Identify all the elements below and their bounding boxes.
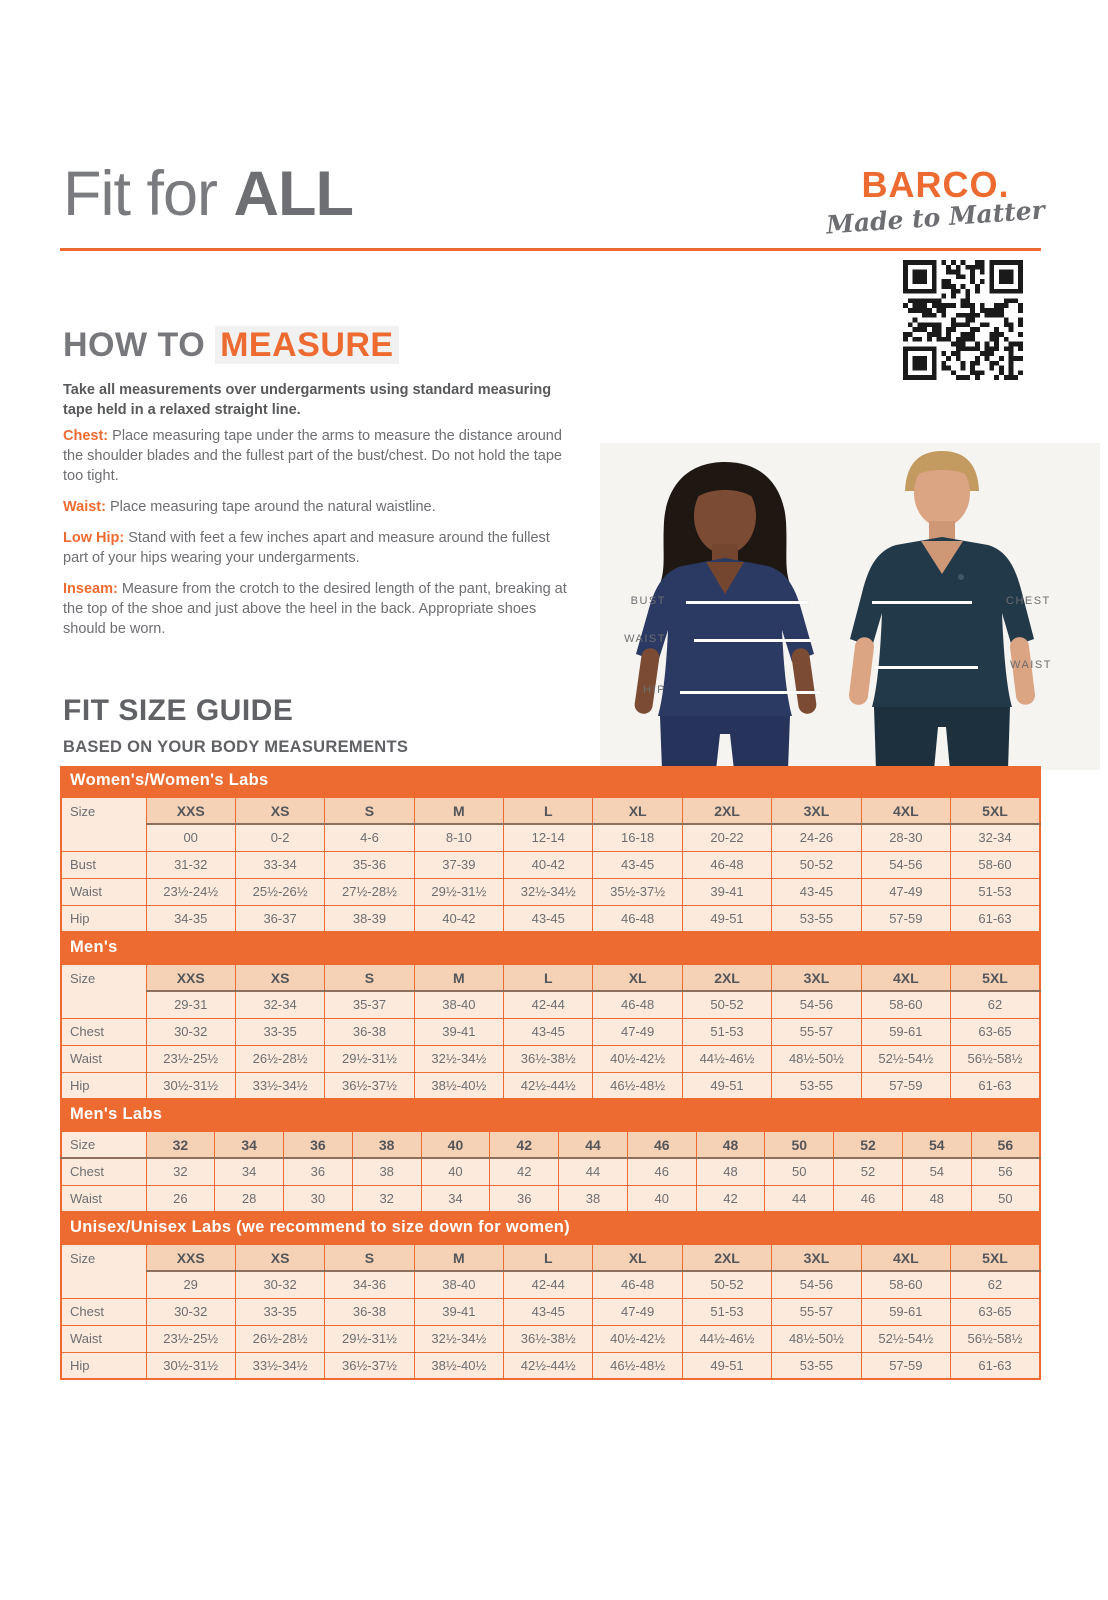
size-header-cell: M (414, 1244, 503, 1271)
value-cell: 44½-46½ (682, 1325, 771, 1352)
size-header-cell: 4XL (861, 797, 950, 824)
value-cell: 32 (352, 1185, 421, 1212)
value-cell: 50 (971, 1185, 1040, 1212)
size-number-cell: 54-56 (772, 991, 861, 1018)
value-cell: 36½-38½ (504, 1325, 593, 1352)
value-cell: 61-63 (951, 1072, 1040, 1099)
size-table-block (60, 1213, 1041, 1380)
value-cell: 52½-54½ (861, 1045, 950, 1072)
measure-item-text: Measure from the crotch to the desired length of the pant, breaking at the top of the shoe and just above the heel in the back. Appropriate shoes should be worn. (63, 581, 567, 637)
value-cell: 27½-28½ (325, 878, 414, 905)
value-cell: 35-36 (325, 851, 414, 878)
waist-left-measure-line (694, 639, 812, 642)
size-header-cell: 48 (696, 1131, 765, 1158)
value-cell: 48½-50½ (772, 1045, 861, 1072)
value-cell: 34-35 (146, 905, 235, 932)
measure-item-label: Inseam: (63, 581, 118, 597)
size-column-label: Size (61, 964, 146, 1018)
man-chest-logo (958, 574, 964, 580)
size-number-cell: 42-44 (504, 991, 593, 1018)
row-label: Waist (61, 878, 146, 905)
size-number-cell: 42-44 (504, 1271, 593, 1298)
value-cell: 56½-58½ (951, 1045, 1040, 1072)
value-cell: 38-39 (325, 905, 414, 932)
hip-measure-line (680, 691, 820, 694)
chest-label: CHEST (1006, 595, 1051, 607)
row-label: Waist (61, 1325, 146, 1352)
value-cell: 59-61 (861, 1018, 950, 1045)
size-header-cell: 36 (284, 1131, 353, 1158)
value-cell: 46 (834, 1185, 903, 1212)
value-cell: 29½-31½ (325, 1325, 414, 1352)
value-cell: 32½-34½ (504, 878, 593, 905)
man-scrub-pants (874, 707, 1010, 770)
bust-label: BUST (630, 595, 666, 607)
size-number-cell: 46-48 (593, 991, 682, 1018)
table-title-bar: Men's (60, 933, 1041, 963)
measure-item-waist (63, 497, 571, 517)
value-cell: 34 (215, 1158, 284, 1185)
size-column-label: Size (61, 797, 146, 851)
size-header-cell: 4XL (861, 1244, 950, 1271)
size-header-cell: M (414, 797, 503, 824)
measure-item-label: Low Hip: (63, 530, 125, 546)
value-cell: 46 (627, 1158, 696, 1185)
size-column-label: Size (61, 1244, 146, 1298)
size-header-cell: 46 (627, 1131, 696, 1158)
page-title-bold: ALL (233, 159, 353, 229)
size-header-cell: XS (235, 964, 324, 991)
size-number-cell: 24-26 (772, 824, 861, 851)
size-header-cell: S (325, 964, 414, 991)
value-cell: 42 (490, 1158, 559, 1185)
value-cell: 46½-48½ (593, 1072, 682, 1099)
table-row (61, 1045, 1040, 1072)
value-cell: 40 (627, 1185, 696, 1212)
value-cell: 26½-28½ (235, 1325, 324, 1352)
value-cell: 32½-34½ (414, 1045, 503, 1072)
size-header-cell: M (414, 964, 503, 991)
value-cell: 37-39 (414, 851, 503, 878)
row-label: Hip (61, 1352, 146, 1379)
man-left-forearm (848, 636, 875, 706)
size-column-label: Size (61, 1131, 146, 1158)
value-cell: 51-53 (682, 1018, 771, 1045)
value-cell: 33-35 (235, 1298, 324, 1325)
size-header-cell: 2XL (682, 797, 771, 824)
value-cell: 52 (834, 1158, 903, 1185)
measure-item-inseam (63, 579, 571, 639)
value-cell: 38½-40½ (414, 1072, 503, 1099)
row-label: Waist (61, 1045, 146, 1072)
value-cell: 57-59 (861, 1072, 950, 1099)
value-cell: 57-59 (861, 905, 950, 932)
value-cell: 33-34 (235, 851, 324, 878)
value-cell: 40½-42½ (593, 1325, 682, 1352)
value-cell: 30-32 (146, 1298, 235, 1325)
value-cell: 44 (559, 1158, 628, 1185)
value-cell: 38½-40½ (414, 1352, 503, 1379)
value-cell: 40½-42½ (593, 1045, 682, 1072)
value-cell: 53-55 (772, 905, 861, 932)
size-number-cell: 00 (146, 824, 235, 851)
value-cell: 36 (490, 1185, 559, 1212)
size-table-block (60, 933, 1041, 1100)
page-title (63, 158, 353, 230)
value-cell: 43-45 (593, 851, 682, 878)
value-cell: 43-45 (772, 878, 861, 905)
brand-name: BARCO. (861, 164, 1010, 205)
size-number-cell: 8-10 (414, 824, 503, 851)
value-cell: 25½-26½ (235, 878, 324, 905)
size-header-cell: 56 (971, 1131, 1040, 1158)
value-cell: 53-55 (772, 1072, 861, 1099)
size-number-cell: 34-36 (325, 1271, 414, 1298)
size-header-cell: 3XL (772, 1244, 861, 1271)
value-cell: 39-41 (682, 878, 771, 905)
value-cell: 43-45 (504, 905, 593, 932)
size-number-cell: 38-40 (414, 991, 503, 1018)
value-cell: 29½-31½ (325, 1045, 414, 1072)
value-cell: 55-57 (772, 1018, 861, 1045)
value-cell: 42½-44½ (504, 1352, 593, 1379)
brand-logo (825, 164, 1046, 240)
size-header-cell: 42 (490, 1131, 559, 1158)
fit-size-guide-subheading: BASED ON YOUR BODY MEASUREMENTS (63, 738, 409, 756)
size-header-cell: 5XL (951, 797, 1040, 824)
value-cell: 33½-34½ (235, 1072, 324, 1099)
fit-size-guide-heading: FIT SIZE GUIDE (63, 694, 294, 727)
waist-right-label: WAIST (1010, 659, 1052, 671)
value-cell: 36-38 (325, 1018, 414, 1045)
size-number-cell: 50-52 (682, 991, 771, 1018)
row-label: Waist (61, 1185, 146, 1212)
size-table (60, 1130, 1041, 1213)
value-cell: 50 (765, 1158, 834, 1185)
size-header-cell: 40 (421, 1131, 490, 1158)
size-header-cell: S (325, 797, 414, 824)
measure-item-lowhip (63, 528, 571, 568)
value-cell: 36-37 (235, 905, 324, 932)
value-cell: 39-41 (414, 1298, 503, 1325)
value-cell: 36½-38½ (504, 1045, 593, 1072)
measure-item-label: Waist: (63, 499, 106, 515)
woman-right-forearm (790, 647, 817, 715)
value-cell: 39-41 (414, 1018, 503, 1045)
size-header-cell: 3XL (772, 797, 861, 824)
size-header-cell: 38 (352, 1131, 421, 1158)
size-number-cell: 35-37 (325, 991, 414, 1018)
table-row (61, 1072, 1040, 1099)
value-cell: 26½-28½ (235, 1045, 324, 1072)
value-cell: 36½-37½ (325, 1352, 414, 1379)
waist-left-label: WAIST (624, 633, 666, 645)
size-header-cell: XL (593, 797, 682, 824)
size-number-cell: 20-22 (682, 824, 771, 851)
size-table-block (60, 1100, 1041, 1213)
row-label: Hip (61, 1072, 146, 1099)
size-header-cell: XL (593, 1244, 682, 1271)
row-label: Chest (61, 1158, 146, 1185)
measure-item-chest (63, 426, 571, 486)
value-cell: 54 (902, 1158, 971, 1185)
value-cell: 42½-44½ (504, 1072, 593, 1099)
size-number-cell: 28-30 (861, 824, 950, 851)
measure-item-text: Place measuring tape around the natural waistline. (105, 499, 436, 515)
size-header-cell: 44 (559, 1131, 628, 1158)
table-row (61, 851, 1040, 878)
value-cell: 29½-31½ (414, 878, 503, 905)
row-label: Hip (61, 905, 146, 932)
table-row (61, 1158, 1040, 1185)
table-row (61, 905, 1040, 932)
value-cell: 40-42 (504, 851, 593, 878)
value-cell: 33½-34½ (235, 1352, 324, 1379)
hip-label: HIP (643, 684, 666, 696)
size-number-cell: 29-31 (146, 991, 235, 1018)
size-header-cell: XXS (146, 964, 235, 991)
row-label: Bust (61, 851, 146, 878)
size-header-cell: 54 (902, 1131, 971, 1158)
size-number-cell: 62 (951, 1271, 1040, 1298)
value-cell: 40 (421, 1158, 490, 1185)
size-header-cell: S (325, 1244, 414, 1271)
value-cell: 47-49 (593, 1018, 682, 1045)
size-header-cell: 2XL (682, 964, 771, 991)
measure-item-text: Place measuring tape under the arms to measure the distance around the shoulder blades and the fullest part of the bust/chest. Do not hold the tape too tight. (63, 428, 562, 484)
header-divider (60, 248, 1041, 251)
table-title-bar: Women's/Women's Labs (60, 766, 1041, 796)
value-cell: 49-51 (682, 905, 771, 932)
value-cell: 32½-34½ (414, 1325, 503, 1352)
value-cell: 48½-50½ (772, 1325, 861, 1352)
value-cell: 54-56 (861, 851, 950, 878)
value-cell: 35½-37½ (593, 878, 682, 905)
size-header-cell: XS (235, 797, 324, 824)
heading-gray-part: HOW TO (63, 326, 206, 364)
size-tables (60, 766, 1041, 1380)
value-cell: 50-52 (772, 851, 861, 878)
value-cell: 32 (146, 1158, 215, 1185)
size-number-cell: 16-18 (593, 824, 682, 851)
chest-measure-line (872, 601, 972, 604)
value-cell: 49-51 (682, 1352, 771, 1379)
value-cell: 28 (215, 1185, 284, 1212)
value-cell: 47-49 (593, 1298, 682, 1325)
value-cell: 47-49 (861, 878, 950, 905)
value-cell: 44 (765, 1185, 834, 1212)
value-cell: 61-63 (951, 1352, 1040, 1379)
size-header-cell: 3XL (772, 964, 861, 991)
value-cell: 36-38 (325, 1298, 414, 1325)
value-cell: 23½-24½ (146, 878, 235, 905)
size-header-cell: XL (593, 964, 682, 991)
value-cell: 30½-31½ (146, 1072, 235, 1099)
size-number-cell: 4-6 (325, 824, 414, 851)
value-cell: 33-35 (235, 1018, 324, 1045)
measure-instructions (63, 426, 571, 650)
size-number-cell: 62 (951, 991, 1040, 1018)
measure-intro: Take all measurements over undergarments using standard measuring tape held in a relaxed straight line. (63, 382, 552, 419)
value-cell: 51-53 (951, 878, 1040, 905)
value-cell: 48 (902, 1185, 971, 1212)
value-cell: 55-57 (772, 1298, 861, 1325)
value-cell: 36 (284, 1158, 353, 1185)
size-header-cell: XXS (146, 1244, 235, 1271)
value-cell: 53-55 (772, 1352, 861, 1379)
woman-left-forearm (633, 647, 660, 715)
size-header-cell: 5XL (951, 1244, 1040, 1271)
value-cell: 44½-46½ (682, 1045, 771, 1072)
size-table (60, 963, 1041, 1100)
size-table (60, 1243, 1041, 1380)
size-header-cell: 4XL (861, 964, 950, 991)
value-cell: 30½-31½ (146, 1352, 235, 1379)
value-cell: 49-51 (682, 1072, 771, 1099)
brand-tagline: Made to Matter (825, 195, 1046, 240)
size-header-cell: L (504, 1244, 593, 1271)
size-number-cell: 0-2 (235, 824, 324, 851)
size-number-cell: 32-34 (235, 991, 324, 1018)
woman-model-figure (618, 462, 833, 770)
page-title-regular: Fit for (63, 159, 234, 229)
size-number-cell: 58-60 (861, 991, 950, 1018)
value-cell: 58-60 (951, 851, 1040, 878)
table-row (61, 1352, 1040, 1379)
value-cell: 61-63 (951, 905, 1040, 932)
table-row (61, 1018, 1040, 1045)
qr-code-icon (903, 260, 1023, 380)
size-header-cell: L (504, 797, 593, 824)
size-header-cell: 5XL (951, 964, 1040, 991)
value-cell: 26 (146, 1185, 215, 1212)
value-cell: 23½-25½ (146, 1045, 235, 1072)
size-number-cell: 30-32 (235, 1271, 324, 1298)
heading-orange-part: MEASURE (215, 326, 399, 364)
value-cell: 31-32 (146, 851, 235, 878)
value-cell: 23½-25½ (146, 1325, 235, 1352)
size-header-cell: L (504, 964, 593, 991)
value-cell: 56 (971, 1158, 1040, 1185)
size-header-cell: 34 (215, 1131, 284, 1158)
value-cell: 63-65 (951, 1298, 1040, 1325)
size-number-cell: 58-60 (861, 1271, 950, 1298)
value-cell: 38 (352, 1158, 421, 1185)
size-number-cell: 38-40 (414, 1271, 503, 1298)
value-cell: 40-42 (414, 905, 503, 932)
value-cell: 43-45 (504, 1298, 593, 1325)
value-cell: 38 (559, 1185, 628, 1212)
value-cell: 43-45 (504, 1018, 593, 1045)
man-model-figure (822, 447, 1062, 770)
value-cell: 36½-37½ (325, 1072, 414, 1099)
bust-measure-line (686, 601, 808, 604)
size-number-cell: 54-56 (772, 1271, 861, 1298)
row-label: Chest (61, 1298, 146, 1325)
table-row (61, 1325, 1040, 1352)
value-cell: 52½-54½ (861, 1325, 950, 1352)
size-table-block (60, 766, 1041, 933)
value-cell: 48 (696, 1158, 765, 1185)
size-number-cell: 29 (146, 1271, 235, 1298)
size-header-cell: XXS (146, 797, 235, 824)
how-to-measure-heading (63, 326, 399, 365)
value-cell: 46-48 (682, 851, 771, 878)
value-cell: 30-32 (146, 1018, 235, 1045)
value-cell: 46½-48½ (593, 1352, 682, 1379)
value-cell: 51-53 (682, 1298, 771, 1325)
table-row (61, 1298, 1040, 1325)
value-cell: 57-59 (861, 1352, 950, 1379)
table-row (61, 1185, 1040, 1212)
value-cell: 34 (421, 1185, 490, 1212)
size-number-cell: 46-48 (593, 1271, 682, 1298)
size-number-cell: 50-52 (682, 1271, 771, 1298)
table-title-bar: Men's Labs (60, 1100, 1041, 1130)
value-cell: 56½-58½ (951, 1325, 1040, 1352)
size-header-cell: 32 (146, 1131, 215, 1158)
value-cell: 30 (284, 1185, 353, 1212)
table-row (61, 878, 1040, 905)
size-header-cell: 50 (765, 1131, 834, 1158)
value-cell: 59-61 (861, 1298, 950, 1325)
size-header-cell: 2XL (682, 1244, 771, 1271)
measure-item-text: Stand with feet a few inches apart and measure around the fullest part of your hips wearing your undergarments. (63, 530, 550, 566)
value-cell: 42 (696, 1185, 765, 1212)
value-cell: 63-65 (951, 1018, 1040, 1045)
measure-item-label: Chest: (63, 428, 109, 444)
size-table (60, 796, 1041, 933)
row-label: Chest (61, 1018, 146, 1045)
size-number-cell: 32-34 (951, 824, 1040, 851)
size-header-cell: XS (235, 1244, 324, 1271)
table-title-bar: Unisex/Unisex Labs (we recommend to size down for women) (60, 1213, 1041, 1243)
value-cell: 46-48 (593, 905, 682, 932)
size-header-cell: 52 (834, 1131, 903, 1158)
size-number-cell: 12-14 (504, 824, 593, 851)
waist-right-measure-line (874, 666, 978, 669)
woman-scrub-pants (660, 716, 790, 770)
